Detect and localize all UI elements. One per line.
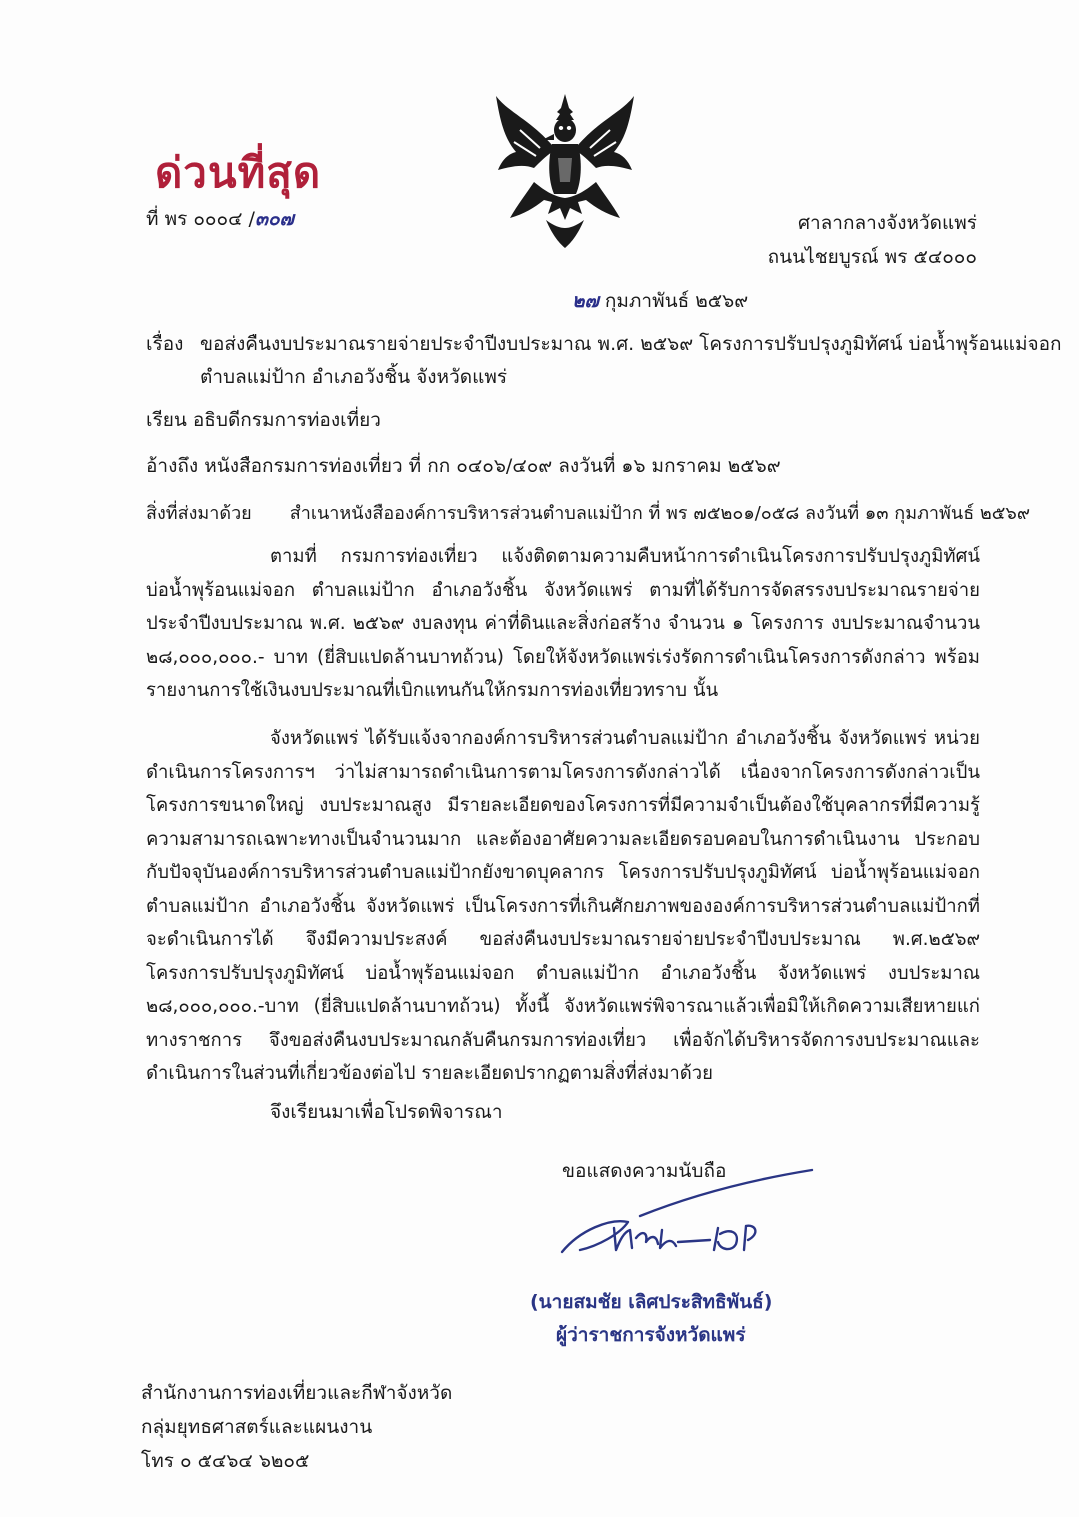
paragraph-2-text: จังหวัดแพร่ ได้รับแจ้งจากองค์การบริหารส่วนตำบลแม่ป้าก อำเภอวังชิ้น จังหวัดแพร่ หน่วยดำเนินการโครงการฯ ว่าไม่สามารถดำเนินการตามโครงการดังกล่าวได้ เนื่องจากโครงการดังกล่าวเป็นโครงการขนาดใหญ่ งบประมาณสูง มีรายละเอียดของโครงการที่มีความจำเป็นต้องใช้บุคลากรที่มีความรู้ความสามารถเฉพาะทางเป็นจำนวนมาก และต้องอาศัยความละเอียดรอบคอบในการดำเนินงาน ประกอบกับปัจจุบันองค์การบริหารส่วนตำบลแม่ป้ากยังขาดบุคลากร โครงการปรับปรุงภูมิทัศน์ บ่อน้ำพุร้อนแม่จอก ตำบลแม่ป้าก อำเภอวังชิ้น จังหวัดแพร่ เป็นโครงการที่เกินศักยภาพขององค์การบริหารส่วนตำบลแม่ป้ากที่จะดำเนินการได้ จึงมีความประสงค์ ขอส่งคืนงบประมาณรายจ่ายประจำปีงบประมาณ พ.ศ.๒๕๖๙ โครงการปรับปรุงภูมิทัศน์ บ่อน้ำพุร้อนแม่จอก ตำบลแม่ป้าก อำเภอวังชิ้น จังหวัดแพร่ งบประมาณ ๒๘,๐๐๐,๐๐๐.-บาท (ยี่สิบแปดล้านบาทถ้วน) ทั้งนี้ จังหวัดแพร่พิจารณาแล้วเพื่อมิให้เกิดความเสียหายแก่ทางราชการ จึงขอส่งคืนงบประมาณกลับคืนกรมการท่องเที่ยว เพื่อจักได้บริหารจัดการงบประมาณและดำเนินการในส่วนที่เกี่ยวข้องต่อไป รายละเอียดปรากฏตามสิ่งที่ส่งมาด้วย xyxy=(146,728,980,1084)
regards: ขอแสดงความนับถือ xyxy=(562,1160,727,1182)
signer-title: ผู้ว่าราชการจังหวัดแพร่ xyxy=(556,1324,746,1346)
enclosure xyxy=(146,497,1030,530)
paragraph-1-text: ตามที่ กรมการท่องเที่ยว แจ้งติดตามความคืบหน้าการดำเนินโครงการปรับปรุงภูมิทัศน์ บ่อน้ำพุร้อนแม่จอก ตำบลแม่ป้าก อำเภอวังชิ้น จังหวัดแพร่ ตามที่ได้รับการจัดสรรงบประมาณรายจ่ายประจำปีงบประมาณ พ.ศ. ๒๕๖๙ งบลงทุน ค่าที่ดินและสิ่งก่อสร้าง จำนวน ๑ โครงการ งบประมาณจำนวน ๒๘,๐๐๐,๐๐๐.- บาท (ยี่สิบแปดล้านบาทถ้วน) โดยให้จังหวัดแพร่เร่งรัดการดำเนินโครงการดังกล่าว พร้อมรายงานการใช้เงินงบประมาณที่เบิกแทนกันให้กรมการท่องเที่ยวทราบ นั้น xyxy=(146,546,980,701)
document-number xyxy=(146,204,294,234)
footer-division: กลุ่มยุทธศาสตร์และแผนงาน xyxy=(141,1416,373,1438)
enclosure-value: สำเนาหนังสือองค์การบริหารส่วนตำบลแม่ป้าก ที่ พร ๗๕๒๐๑/๐๕๘ ลงวันที่ ๑๓ กุมภาพันธ์ ๒๕๖๙ xyxy=(289,503,1031,524)
footer-office: สำนักงานการท่องเที่ยวและกีฬาจังหวัด xyxy=(141,1382,453,1404)
footer-phone: โทร ๐ ๕๔๖๔ ๖๒๐๕ xyxy=(141,1450,310,1472)
document-number-handwritten: ๓๐๗ xyxy=(254,208,294,230)
closing-line: จึงเรียนมาเพื่อโปรดพิจารณา xyxy=(270,1101,503,1123)
enclosure-label: สิ่งที่ส่งมาด้วย xyxy=(146,503,252,524)
date-month-year: กุมภาพันธ์ ๒๕๖๙ xyxy=(598,290,749,312)
greeting xyxy=(146,404,381,437)
subject-line-1: ขอส่งคืนงบประมาณรายจ่ายประจำปีงบประมาณ พ.ศ. ๒๕๖๙ โครงการปรับปรุงภูมิทัศน์ บ่อน้ำพุร้อนแม่จอก xyxy=(200,333,1062,355)
body-paragraph-1 xyxy=(146,540,980,708)
reference xyxy=(146,450,781,483)
garuda-emblem-icon xyxy=(490,90,640,250)
body-paragraph-2 xyxy=(146,722,980,1091)
handwritten-signature-icon xyxy=(550,1160,820,1270)
address-line-2: ถนนไชยบูรณ์ พร ๕๔๐๐๐ xyxy=(767,246,977,268)
issuing-office xyxy=(141,1376,452,1478)
reference-value: หนังสือกรมการท่องเที่ยว ที่ กก ๐๔๐๖/๔๐๙ ลงวันที่ ๑๖ มกราคม ๒๕๖๙ xyxy=(204,455,781,477)
greeting-label: เรียน xyxy=(146,409,187,431)
signer-name: (นายสมชัย เลิศประสิทธิพันธ์) xyxy=(530,1291,773,1313)
address-line-1: ศาลากลางจังหวัดแพร่ xyxy=(797,212,977,234)
subject xyxy=(146,328,1062,394)
subject-label: เรื่อง xyxy=(146,333,184,355)
date-day-handwritten: ๒๗ xyxy=(572,290,599,312)
greeting-recipient: อธิบดีกรมการท่องเที่ยว xyxy=(192,409,381,431)
urgency-stamp: ด่วนที่สุด xyxy=(155,148,322,197)
subject-line-2: ตำบลแม่ป้าก อำเภอวังชิ้น จังหวัดแพร่ xyxy=(200,366,508,388)
letter-date xyxy=(572,286,748,316)
reference-label: อ้างถึง xyxy=(146,455,199,477)
sender-address xyxy=(768,206,977,274)
document-number-prefix: ที่ พร ๐๐๐๔ / xyxy=(146,208,255,230)
